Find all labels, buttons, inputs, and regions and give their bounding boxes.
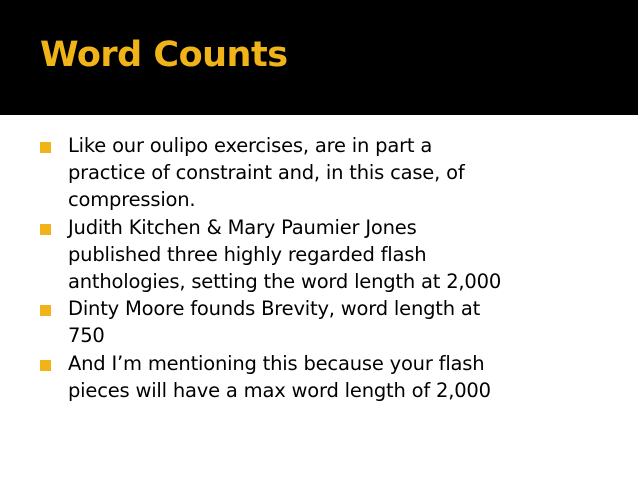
bullet-list (40, 132, 630, 404)
bullet-line: compression. (68, 188, 196, 212)
bullet-item (40, 132, 630, 214)
bullet-line: published three highly regarded flash (68, 242, 427, 266)
square-bullet-icon (40, 224, 51, 235)
bullet-line: Judith Kitchen & Mary Paumier Jones (68, 215, 417, 239)
square-bullet-icon (40, 142, 51, 153)
title-band (0, 0, 638, 115)
bullet-line: pieces will have a max word length of 2,000 (68, 378, 491, 402)
slide-title: Word Counts (40, 35, 288, 75)
bullet-line: 750 (68, 324, 105, 348)
bullet-line: Dinty Moore founds Brevity, word length at (68, 297, 481, 321)
bullet-item (40, 350, 630, 404)
bullet-line: Like our oulipo exercises, are in part a (68, 134, 433, 157)
bullet-line: practice of constraint and, in this case, of (68, 161, 465, 185)
bullet-item (40, 295, 630, 349)
square-bullet-icon (40, 360, 51, 371)
square-bullet-icon (40, 305, 51, 316)
bullet-line: anthologies, setting the word length at 2,000 (68, 270, 502, 294)
bullet-line: And I’m mentioning this because your flash (68, 351, 485, 375)
bullet-item (40, 214, 630, 296)
